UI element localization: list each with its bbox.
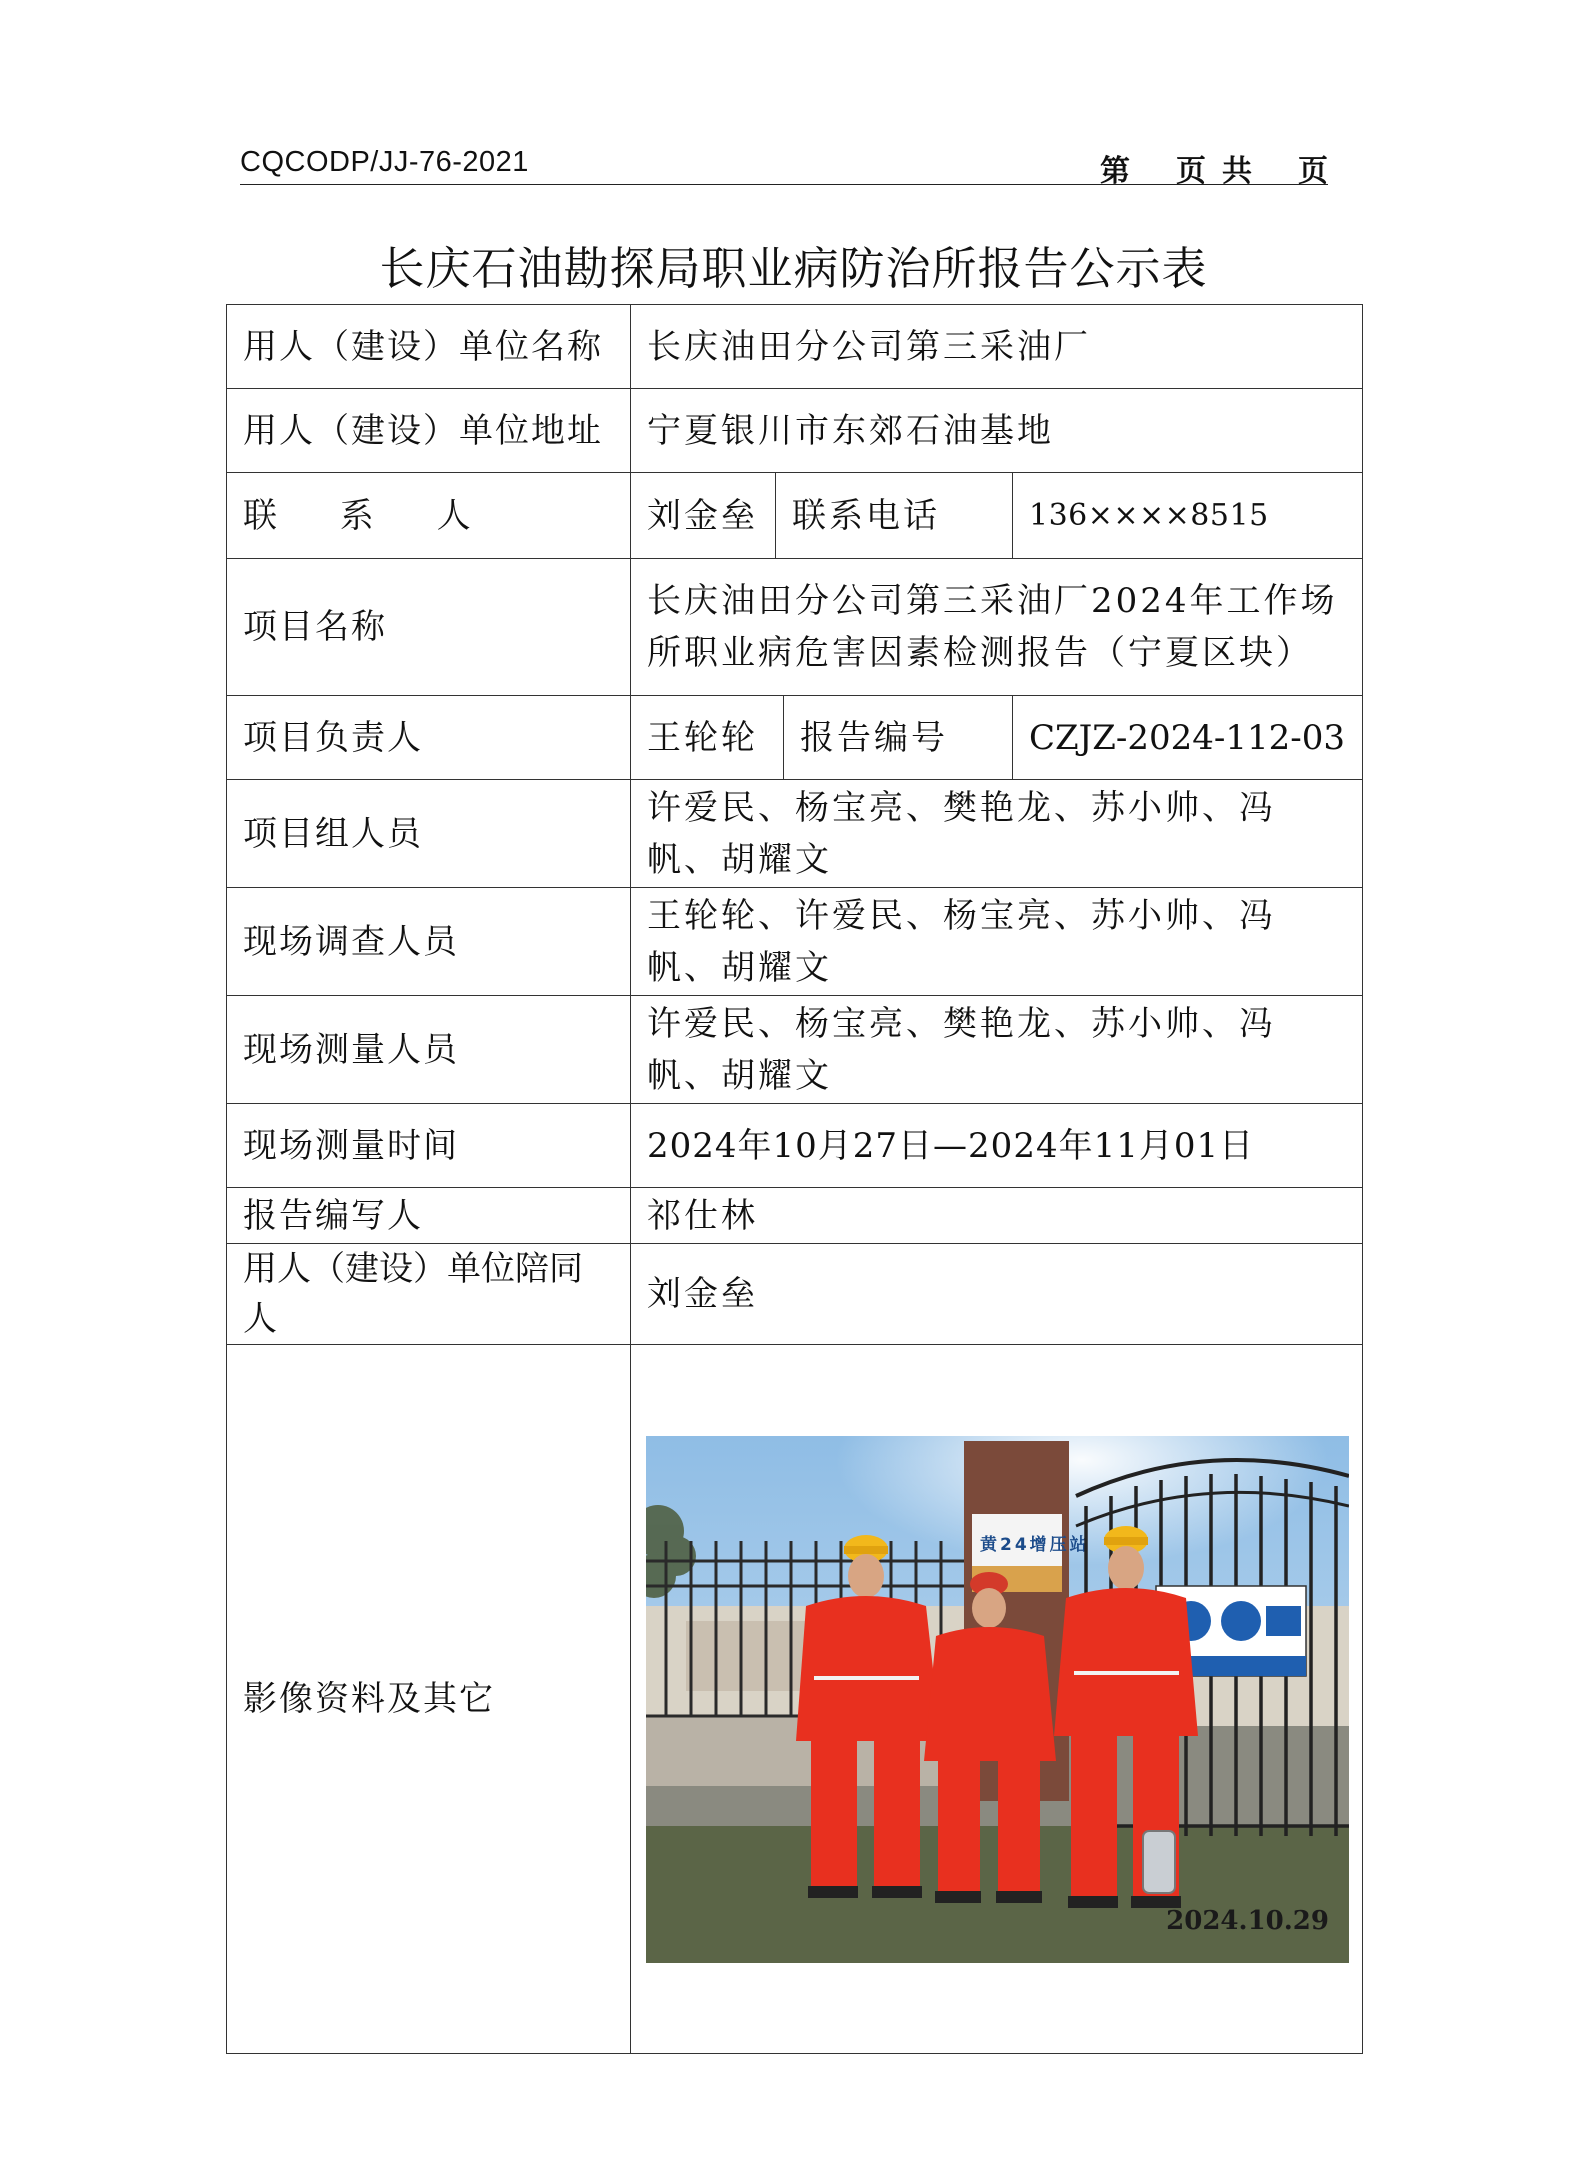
row-report-writer — [227, 1188, 1363, 1244]
label-phone: 联系电话 — [776, 473, 1013, 559]
value-project-name: 长庆油田分公司第三采油厂2024年工作场所职业病危害因素检测报告（宁夏区块） — [631, 559, 1363, 696]
row-project-lead — [227, 696, 1363, 780]
label-measure-staff: 现场测量人员 — [227, 996, 631, 1104]
value-measure-staff: 许爱民、杨宝亮、樊艳龙、苏小帅、冯帆、胡耀文 — [631, 996, 1363, 1104]
value-team-members: 许爱民、杨宝亮、樊艳龙、苏小帅、冯帆、胡耀文 — [631, 780, 1363, 888]
value-employer-name: 长庆油田分公司第三采油厂 — [631, 305, 1363, 389]
label-report-writer: 报告编写人 — [227, 1188, 631, 1244]
page-header — [240, 146, 1328, 189]
row-contact — [227, 473, 1363, 559]
value-report-writer: 祁仕林 — [631, 1188, 1363, 1244]
label-project-name: 项目名称 — [227, 559, 631, 696]
page-info-gong: 共 — [1222, 154, 1252, 189]
value-employer-escort: 刘金垒 — [631, 1244, 1363, 1345]
label-measure-time: 现场测量时间 — [227, 1104, 631, 1188]
row-measure-staff — [227, 996, 1363, 1104]
value-project-lead: 王轮轮 — [631, 696, 784, 780]
page-info-ye-total: 页 — [1298, 154, 1328, 189]
photo-date-stamp: 2024.10.29 — [1166, 1906, 1329, 1936]
label-contact: 联 系 人 — [227, 473, 631, 559]
sign-text: 黄24增压站 — [980, 1535, 1090, 1555]
value-employer-address: 宁夏银川市东郊石油基地 — [631, 389, 1363, 473]
label-employer-name: 用人（建设）单位名称 — [227, 305, 631, 389]
document-title: 长庆石油勘探局职业病防治所报告公示表 — [379, 242, 1208, 295]
row-employer-address — [227, 389, 1363, 473]
document-code: CQCODP/JJ-76-2021 — [240, 146, 529, 178]
site-photo — [646, 1436, 1349, 1963]
label-project-lead: 项目负责人 — [227, 696, 631, 780]
value-report-no: CZJZ-2024-112-03 — [1013, 696, 1363, 780]
row-employer-name — [227, 305, 1363, 389]
row-project-name — [227, 559, 1363, 696]
image-cell — [631, 1345, 1363, 2054]
site-photo-illustration — [646, 1436, 1349, 1963]
row-team-members — [227, 780, 1363, 888]
value-contact: 刘金垒 — [631, 473, 776, 559]
label-survey-staff: 现场调查人员 — [227, 888, 631, 996]
value-survey-staff: 王轮轮、许爱民、杨宝亮、苏小帅、冯帆、胡耀文 — [631, 888, 1363, 996]
row-employer-escort — [227, 1244, 1363, 1345]
page-info-di: 第 — [1100, 154, 1130, 189]
row-images — [227, 1345, 1363, 2054]
label-team-members: 项目组人员 — [227, 780, 631, 888]
report-table — [226, 304, 1363, 2054]
label-images: 影像资料及其它 — [227, 1345, 631, 2054]
label-employer-escort: 用人（建设）单位陪同人 — [227, 1244, 631, 1345]
value-measure-time: 2024年10月27日—2024年11月01日 — [631, 1104, 1363, 1188]
row-survey-staff — [227, 888, 1363, 996]
page-info — [1100, 146, 1328, 190]
value-phone: 136××××8515 — [1013, 473, 1363, 559]
label-employer-address: 用人（建设）单位地址 — [227, 389, 631, 473]
label-report-no: 报告编号 — [784, 696, 1013, 780]
page-info-ye: 页 — [1176, 154, 1206, 189]
row-measure-time — [227, 1104, 1363, 1188]
